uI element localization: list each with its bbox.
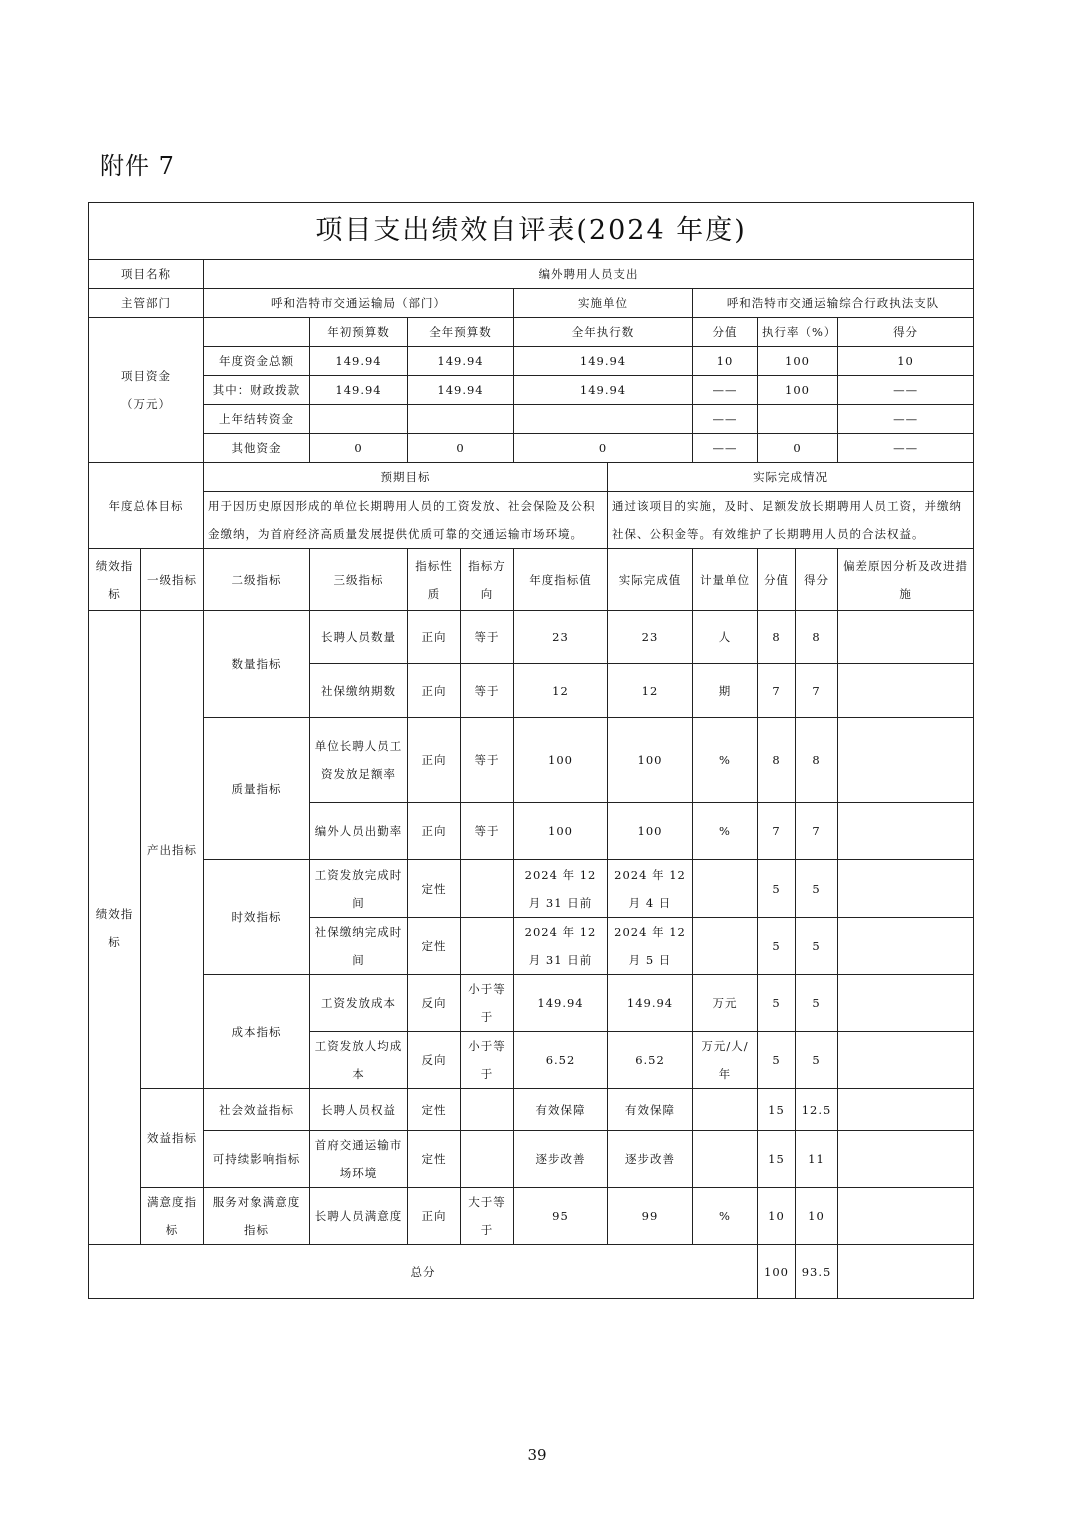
unit-cell [693,860,758,918]
nature-cell: 定性 [408,1089,461,1131]
funds-cell: 100 [758,347,838,376]
direction-cell: 小于等于 [461,975,514,1032]
funds-cell: 10 [838,347,974,376]
project-name-value: 编外聘用人员支出 [204,260,974,289]
funds-cell: 149.94 [310,347,408,376]
funds-cell: 10 [693,347,758,376]
funds-row-label: 其中：财政拨款 [204,376,310,405]
score-cell: 5 [758,975,796,1032]
indicator-header: 二级指标 [204,549,310,611]
total-label: 总分 [89,1245,758,1299]
unit-cell: % [693,1188,758,1245]
level2-service: 服务对象满意度指标 [204,1188,310,1245]
target-cell: 95 [514,1188,608,1245]
target-cell: 23 [514,611,608,664]
total-score: 100 [758,1245,796,1299]
nature-cell: 正向 [408,718,461,803]
performance-table [88,202,974,1299]
level3-cell: 首府交通运输市场环境 [310,1131,408,1188]
funds-cell: —— [838,376,974,405]
dept-value: 呼和浩特市交通运输局（部门） [204,289,514,318]
funds-row-label: 年度资金总额 [204,347,310,376]
funds-cell: 149.94 [514,376,693,405]
funds-header: 全年预算数 [408,318,514,347]
direction-cell: 等于 [461,664,514,718]
target-cell: 12 [514,664,608,718]
funds-cell: —— [838,405,974,434]
funds-cell: 149.94 [514,347,693,376]
got-cell: 7 [796,664,838,718]
funds-cell [408,405,514,434]
note-cell [838,664,974,718]
impl-unit-value: 呼和浩特市交通运输综合行政执法支队 [693,289,974,318]
score-cell: 5 [758,1032,796,1089]
target-cell: 100 [514,803,608,860]
funds-cell: 0 [514,434,693,463]
got-cell: 8 [796,718,838,803]
indicator-header: 偏差原因分析及改进措施 [838,549,974,611]
nature-cell: 定性 [408,860,461,918]
funds-cell [758,405,838,434]
funds-header: 分值 [693,318,758,347]
note-cell [838,718,974,803]
funds-cell: 100 [758,376,838,405]
level2-sustain: 可持续影响指标 [204,1131,310,1188]
total-got: 93.5 [796,1245,838,1299]
got-cell: 10 [796,1188,838,1245]
level2-social: 社会效益指标 [204,1089,310,1131]
impl-unit-label: 实施单位 [514,289,693,318]
funds-cell: —— [693,405,758,434]
indicator-header: 一级指标 [141,549,204,611]
got-cell: 12.5 [796,1089,838,1131]
score-cell: 5 [758,918,796,975]
note-cell [838,1089,974,1131]
unit-cell: 万元/人/年 [693,1032,758,1089]
actual-result-header: 实际完成情况 [608,463,974,492]
funds-cell: 149.94 [408,376,514,405]
direction-cell [461,918,514,975]
funds-header: 执行率（%） [758,318,838,347]
got-cell: 7 [796,803,838,860]
nature-cell: 定性 [408,1131,461,1188]
score-cell: 8 [758,718,796,803]
funds-header: 年初预算数 [310,318,408,347]
actual-cell: 12 [608,664,693,718]
score-cell: 7 [758,664,796,718]
got-cell: 5 [796,975,838,1032]
funds-cell: —— [693,434,758,463]
target-cell: 2024 年 12 月 31 日前 [514,918,608,975]
actual-cell: 6.52 [608,1032,693,1089]
level3-cell: 工资发放完成时间 [310,860,408,918]
funds-cell: 0 [758,434,838,463]
unit-cell: 期 [693,664,758,718]
note-cell [838,1032,974,1089]
unit-cell [693,1089,758,1131]
nature-cell: 正向 [408,664,461,718]
direction-cell: 等于 [461,611,514,664]
unit-cell: % [693,718,758,803]
funds-cell [514,405,693,434]
funds-row-label: 其他资金 [204,434,310,463]
target-cell: 149.94 [514,975,608,1032]
indicator-header: 分值 [758,549,796,611]
funds-cell: —— [693,376,758,405]
note-cell [838,860,974,918]
note-cell [838,1188,974,1245]
got-cell: 5 [796,918,838,975]
funds-cell: 149.94 [310,376,408,405]
target-cell: 逐步改善 [514,1131,608,1188]
funds-cell: —— [838,434,974,463]
unit-cell [693,1131,758,1188]
level3-cell: 长聘人员满意度 [310,1188,408,1245]
score-cell: 15 [758,1131,796,1188]
level2-quantity: 数量指标 [204,611,310,718]
funds-cell: 149.94 [408,347,514,376]
target-cell: 100 [514,718,608,803]
level3-cell: 编外人员出勤率 [310,803,408,860]
direction-cell: 等于 [461,718,514,803]
funds-label-line2: （万元） [121,397,171,411]
indicator-header: 实际完成值 [608,549,693,611]
level3-cell: 工资发放人均成本 [310,1032,408,1089]
level1-benefit: 效益指标 [141,1089,204,1188]
direction-cell [461,1089,514,1131]
note-cell [838,1131,974,1188]
page-number: 39 [527,1446,547,1464]
nature-cell: 反向 [408,975,461,1032]
level3-cell: 社保缴纳期数 [310,664,408,718]
direction-cell: 大于等于 [461,1188,514,1245]
level3-cell: 单位长聘人员工资发放足额率 [310,718,408,803]
project-name-label: 项目名称 [89,260,204,289]
note-cell [838,918,974,975]
funds-cell: 0 [310,434,408,463]
total-note [838,1245,974,1299]
unit-cell [693,918,758,975]
funds-cell: 0 [408,434,514,463]
actual-cell: 99 [608,1188,693,1245]
level3-cell: 工资发放成本 [310,975,408,1032]
score-cell: 10 [758,1188,796,1245]
actual-cell: 2024 年 12 月 4 日 [608,860,693,918]
dept-label: 主管部门 [89,289,204,318]
indicator-header: 绩效指标 [89,549,141,611]
indicator-header: 三级指标 [310,549,408,611]
target-cell: 2024 年 12 月 31 日前 [514,860,608,918]
expected-goal-text: 用于因历史原因形成的单位长期聘用人员的工资发放、社会保险及公积金缴纳，为首府经济高质量发展提供优质可靠的交通运输市场环境。 [204,492,608,549]
annual-goal-label: 年度总体目标 [89,463,204,549]
indicator-header: 得分 [796,549,838,611]
score-cell: 5 [758,860,796,918]
indicator-header: 年度指标值 [514,549,608,611]
direction-cell [461,1131,514,1188]
target-cell: 6.52 [514,1032,608,1089]
unit-cell: 人 [693,611,758,664]
direction-cell: 小于等于 [461,1032,514,1089]
got-cell: 11 [796,1131,838,1188]
perf-indicator-label: 绩效指标 [89,611,141,1245]
actual-cell: 100 [608,803,693,860]
nature-cell: 正向 [408,611,461,664]
level2-cost: 成本指标 [204,975,310,1089]
actual-cell: 逐步改善 [608,1131,693,1188]
funds-header-blank [204,318,310,347]
got-cell: 8 [796,611,838,664]
score-cell: 8 [758,611,796,664]
actual-cell: 23 [608,611,693,664]
expected-goal-header: 预期目标 [204,463,608,492]
indicator-header: 计量单位 [693,549,758,611]
unit-cell: % [693,803,758,860]
funds-header: 得分 [838,318,974,347]
level2-quality: 质量指标 [204,718,310,860]
funds-row-label: 上年结转资金 [204,405,310,434]
actual-cell: 有效保障 [608,1089,693,1131]
actual-cell: 100 [608,718,693,803]
note-cell [838,803,974,860]
table-title: 项目支出绩效自评表(2024 年度) [89,203,974,260]
actual-cell: 2024 年 12 月 5 日 [608,918,693,975]
funds-label [89,318,204,463]
score-cell: 15 [758,1089,796,1131]
nature-cell: 正向 [408,1188,461,1245]
level1-output: 产出指标 [141,611,204,1089]
level2-time: 时效指标 [204,860,310,975]
direction-cell: 等于 [461,803,514,860]
unit-cell: 万元 [693,975,758,1032]
note-cell [838,975,974,1032]
funds-header: 全年执行数 [514,318,693,347]
actual-result-text: 通过该项目的实施，及时、足额发放长期聘用人员工资，并缴纳社保、公积金等。有效维护了长期聘用人员的合法权益。 [608,492,974,549]
direction-cell [461,860,514,918]
actual-cell: 149.94 [608,975,693,1032]
level3-cell: 长聘人员数量 [310,611,408,664]
score-cell: 7 [758,803,796,860]
level3-cell: 长聘人员权益 [310,1089,408,1131]
level1-satisfaction: 满意度指标 [141,1188,204,1245]
level3-cell: 社保缴纳完成时间 [310,918,408,975]
attachment-label: 附件 7 [100,152,175,180]
funds-label-line1: 项目资金 [121,369,171,383]
note-cell [838,611,974,664]
nature-cell: 正向 [408,803,461,860]
got-cell: 5 [796,1032,838,1089]
got-cell: 5 [796,860,838,918]
indicator-header: 指标方向 [461,549,514,611]
target-cell: 有效保障 [514,1089,608,1131]
nature-cell: 反向 [408,1032,461,1089]
funds-cell [310,405,408,434]
indicator-header: 指标性质 [408,549,461,611]
nature-cell: 定性 [408,918,461,975]
